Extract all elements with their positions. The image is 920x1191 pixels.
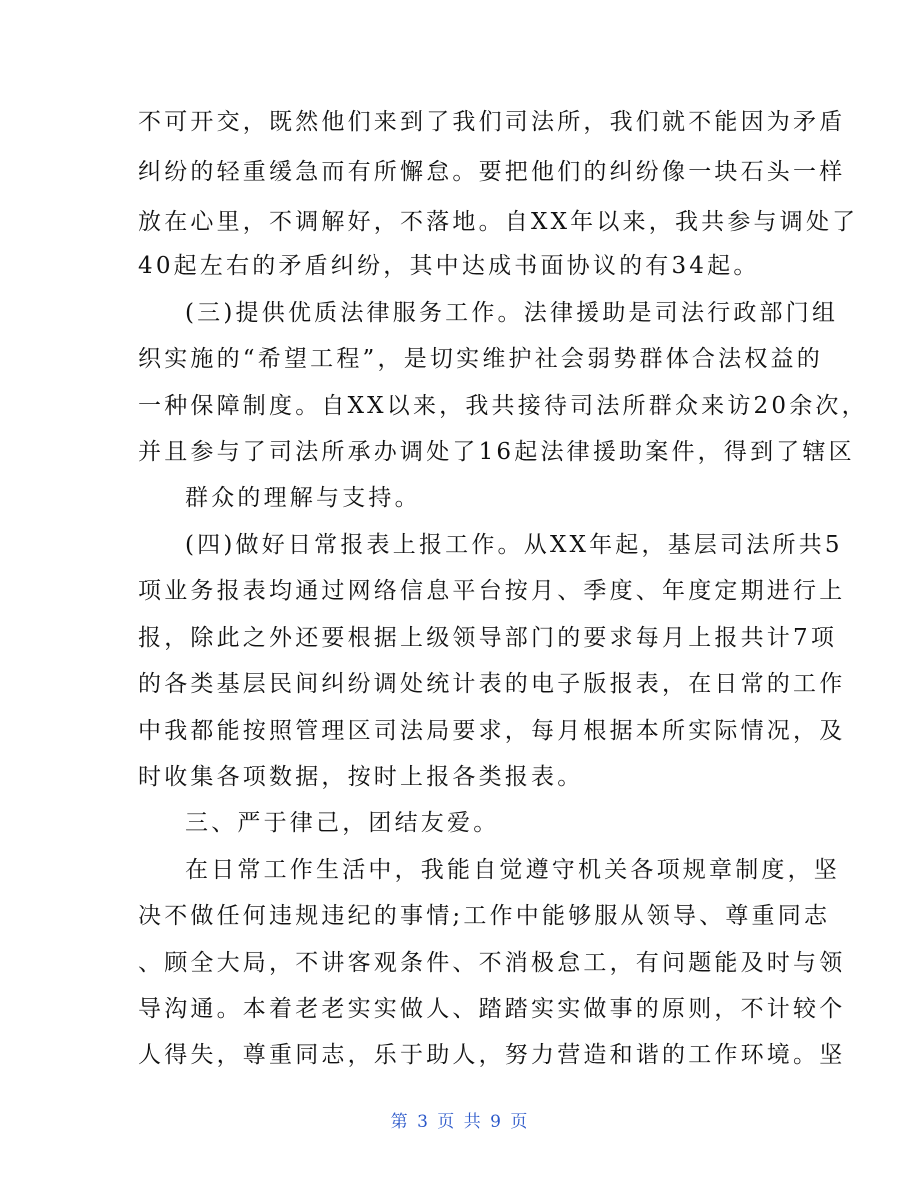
- page-number-footer: 第 3 页 共 9 页: [390, 1112, 530, 1132]
- section-heading: 三、严于律己，团结友爱。: [185, 810, 500, 836]
- text-line-18: 决不做任何违规违纪的事情;工作中能够服从领导、尊重同志: [138, 903, 831, 929]
- text-line-14: 中我都能按照管理区司法局要求，每月根据本所实际情况，及: [138, 718, 846, 744]
- text-line-20: 导沟通。本着老老实实做人、踏踏实实做事的原则，不计较个: [138, 996, 846, 1022]
- text-line-6: 织实施的“希望工程”，是切实维护社会弱势群体合法权益的: [138, 346, 823, 372]
- text-line-11: 项业务报表均通过网络信息平台按月、季度、年度定期进行上: [138, 578, 846, 604]
- text-line-2: 纠纷的轻重缓急而有所懈怠。要把他们的纠纷像一块石头一样: [138, 159, 846, 185]
- text-line-5: (三)提供优质法律服务工作。法律援助是司法行政部门组: [185, 300, 839, 326]
- text-line-12: 报，除此之外还要根据上级领导部门的要求每月上报共计7项: [138, 625, 838, 651]
- text-line-19: 、顾全大局，不讲客观条件、不消极怠工，有问题能及时与领: [138, 950, 846, 976]
- text-line-1: 不可开交，既然他们来到了我们司法所，我们就不能因为矛盾: [138, 109, 846, 135]
- text-line-9: 群众的理解与支持。: [185, 485, 421, 511]
- text-line-13: 的各类基层民间纠纷调处统计表的电子版报表，在日常的工作: [138, 671, 846, 697]
- text-line-21: 人得失，尊重同志，乐于助人，努力营造和谐的工作环境。坚: [138, 1042, 846, 1068]
- text-line-10: (四)做好日常报表上报工作。从XX年起，基层司法所共5: [185, 532, 843, 558]
- text-line-7: 一种保障制度。自XX以来，我共接待司法所群众来访20余次，: [138, 393, 868, 419]
- text-line-4: 40起左右的矛盾纠纷，其中达成书面协议的有34起。: [138, 253, 760, 279]
- text-line-15: 时收集各项数据，按时上报各类报表。: [138, 764, 584, 790]
- text-line-8: 并且参与了司法所承办调处了16起法律援助案件，得到了辖区: [138, 439, 855, 465]
- text-line-17: 在日常工作生活中，我能自觉遵守机关各项规章制度，坚: [185, 857, 840, 883]
- text-line-3: 放在心里，不调解好，不落地。自XX年以来，我共参与调处了: [138, 209, 859, 235]
